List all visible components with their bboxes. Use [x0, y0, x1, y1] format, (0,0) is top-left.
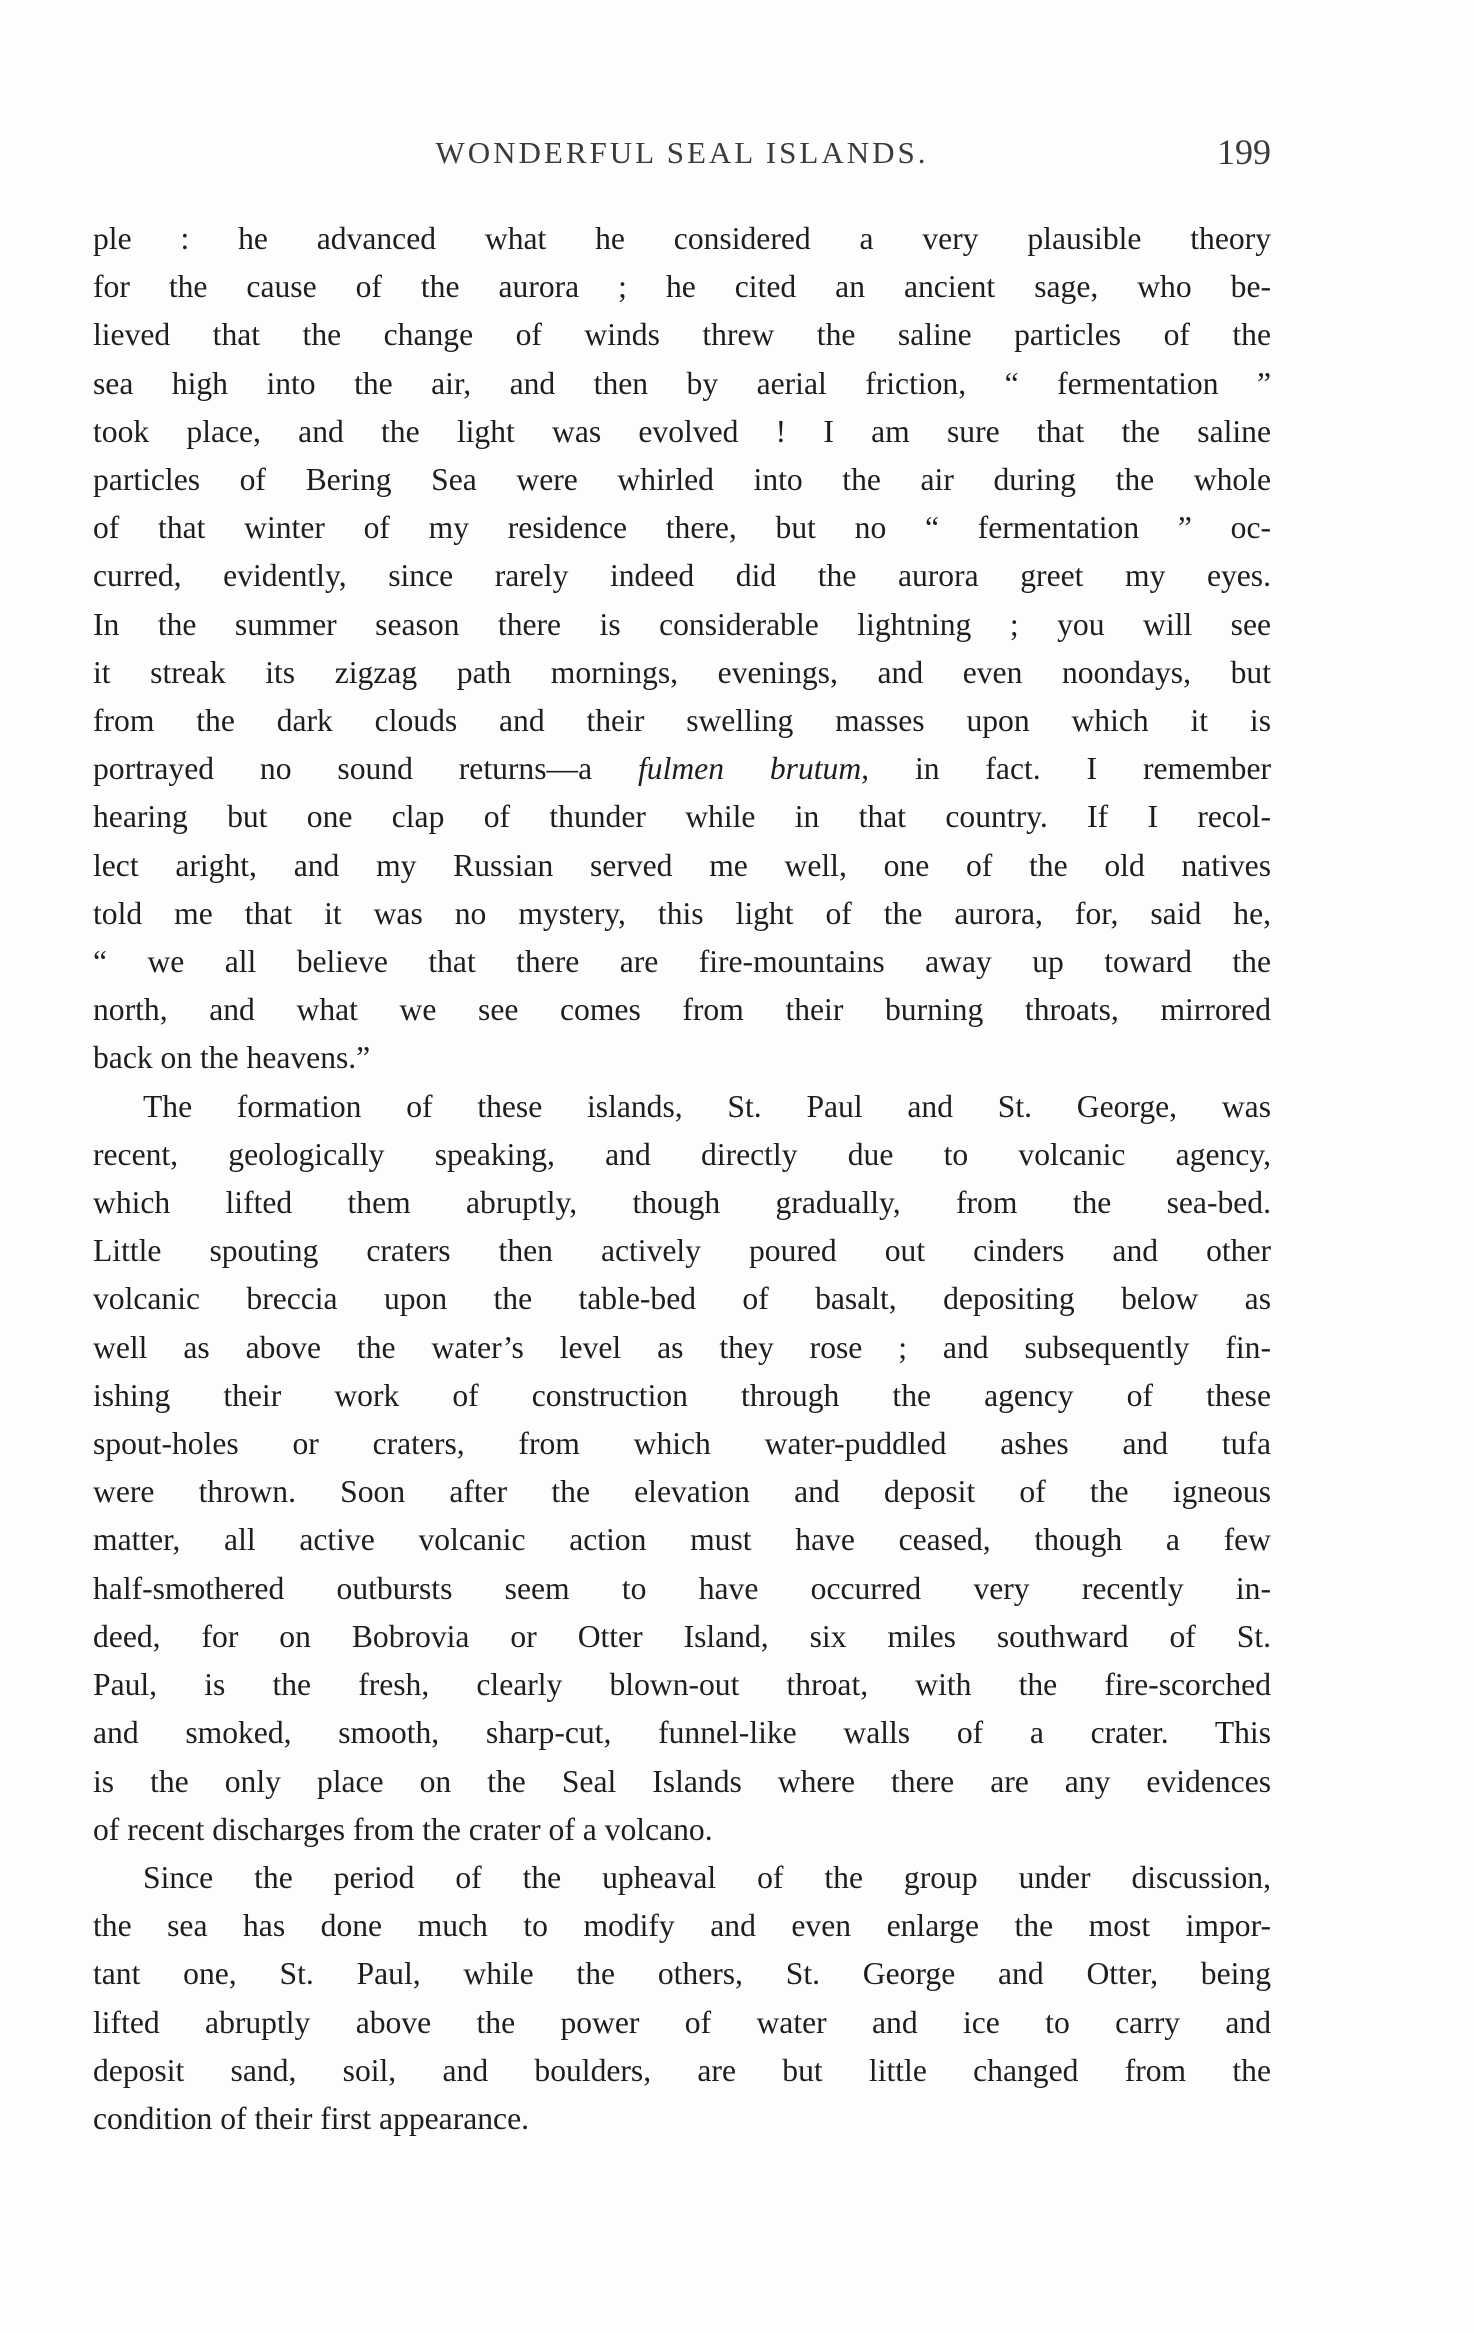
paragraph-3 [93, 1854, 1271, 2143]
text-run: portrayed no sound returns—a [93, 751, 639, 787]
text-line: recent, geologically speaking, and directly due to volcanic agency, [93, 1136, 1271, 1172]
text-line: for the cause of the aurora ; he cited an ancient sage, who be- [93, 269, 1271, 305]
text-line: the sea has done much to modify and even enlarge the most impor- [93, 1908, 1271, 1944]
text-line: of recent discharges from the crater of a volcano. [93, 1811, 713, 1847]
text-line: were thrown. Soon after the elevation and deposit of the igneous [93, 1474, 1271, 1510]
text-line: north, and what we see comes from their burning throats, mirrored [93, 992, 1271, 1028]
text-line: “ we all believe that there are fire-mountains away up toward the [93, 944, 1271, 980]
text-line: lieved that the change of winds threw the saline particles of the [93, 317, 1271, 353]
text-line: spout-holes or craters, from which water-puddled ashes and tufa [93, 1426, 1271, 1462]
text-line: which lifted them abruptly, though gradually, from the sea-bed. [93, 1185, 1271, 1221]
text-line: deed, for on Bobrovia or Otter Island, six miles southward of St. [93, 1618, 1271, 1654]
text-line: In the summer season there is considerable lightning ; you will see [93, 606, 1271, 642]
text-line: and smoked, smooth, sharp-cut, funnel-like walls of a crater. This [93, 1715, 1271, 1751]
text-line: half-smothered outbursts seem to have occurred very recently in- [93, 1570, 1271, 1606]
running-head [93, 132, 1271, 179]
text-line: The formation of these islands, St. Paul and St. George, was [143, 1088, 1271, 1124]
text-line: volcanic breccia upon the table-bed of basalt, depositing below as [93, 1281, 1271, 1317]
text-line: hearing but one clap of thunder while in that country. If I recol- [93, 799, 1271, 835]
text-line: lifted abruptly above the power of water and ice to carry and [93, 2004, 1271, 2040]
text-line: Paul, is the fresh, clearly blown-out throat, with the fire-scorched [93, 1667, 1271, 1703]
text-line: back on the heavens.” [93, 1040, 371, 1076]
italic-phrase: fulmen brutum, [638, 751, 870, 787]
text-line: particles of Bering Sea were whirled into the air during the whole [93, 462, 1271, 498]
text-line: of that winter of my residence there, but no “ fermentation ” oc- [93, 510, 1271, 546]
text-line: it streak its zigzag path mornings, evenings, and even noondays, but [93, 654, 1271, 690]
text-line: told me that it was no mystery, this light of the aurora, for, said he, [93, 895, 1271, 931]
text-run: in fact. I remember [869, 751, 1271, 787]
paragraph-2 [93, 1083, 1271, 1854]
text-line: tant one, St. Paul, while the others, St. George and Otter, being [93, 1956, 1271, 1992]
page-number: 199 [1217, 132, 1271, 172]
text-line: condition of their first appearance. [93, 2100, 529, 2136]
body-text [93, 215, 1271, 2143]
text-line: Since the period of the upheaval of the group under discussion, [143, 1859, 1271, 1895]
text-line: took place, and the light was evolved ! I am sure that the saline [93, 413, 1271, 449]
text-line: sea high into the air, and then by aerial friction, “ fermentation ” [93, 365, 1271, 401]
text-line: well as above the water’s level as they rose ; and subsequently fin- [93, 1329, 1271, 1365]
text-line: deposit sand, soil, and boulders, are but little changed from the [93, 2052, 1271, 2088]
paragraph-1 [93, 215, 1271, 1083]
text-line: lect aright, and my Russian served me well, one of the old natives [93, 847, 1271, 883]
text-line: curred, evidently, since rarely indeed did the aurora greet my eyes. [93, 558, 1271, 594]
running-title: WONDERFUL SEAL ISLANDS. [435, 135, 929, 170]
text-line: ishing their work of construction through the agency of these [93, 1377, 1271, 1413]
text-line: matter, all active volcanic action must have ceased, though a few [93, 1522, 1271, 1558]
text-line: Little spouting craters then actively poured out cinders and other [93, 1233, 1271, 1269]
text-line [93, 745, 1271, 793]
text-line: from the dark clouds and their swelling masses upon which it is [93, 703, 1271, 739]
text-line: is the only place on the Seal Islands where there are any evidences [93, 1763, 1271, 1799]
text-line: ple : he advanced what he considered a very plausible theory [93, 221, 1271, 256]
